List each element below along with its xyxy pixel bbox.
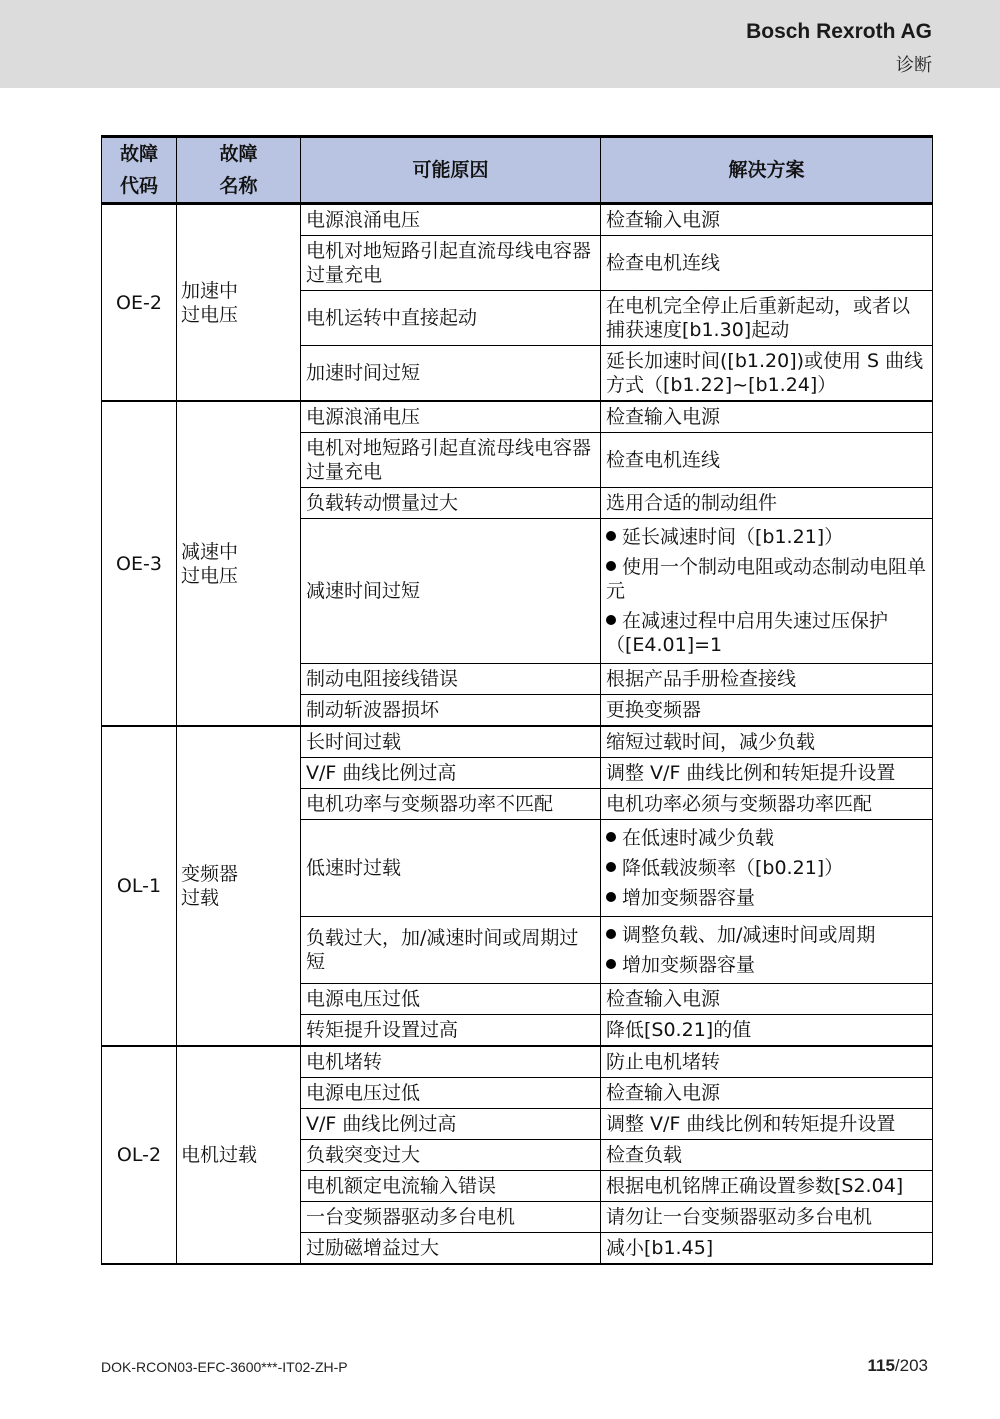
table-row	[102, 401, 933, 433]
fault-code: OE-3	[102, 401, 177, 726]
solution-item	[606, 1082, 720, 1104]
header-name: 故障 名称	[177, 137, 301, 204]
solution-item	[606, 522, 927, 552]
solution	[601, 1046, 933, 1078]
solution	[601, 488, 933, 519]
solution-item	[606, 606, 927, 660]
possible-cause: 制动电阻接线错误	[301, 664, 601, 695]
table-row	[102, 726, 933, 758]
solution	[601, 1140, 933, 1171]
solution-text: 检查电机连线	[606, 449, 721, 471]
possible-cause: 电机功率与变频器功率不匹配	[301, 789, 601, 820]
possible-cause: 制动斩波器损坏	[301, 695, 601, 727]
solution-text: 请勿让一台变频器驱动多台电机	[606, 1206, 873, 1228]
solution	[601, 291, 933, 346]
fault-code: OE-2	[102, 204, 177, 402]
possible-cause: 一台变频器驱动多台电机	[301, 1202, 601, 1233]
solution-text: 根据电机铭牌正确设置参数[S2.04]	[606, 1175, 904, 1197]
solution	[601, 1171, 933, 1202]
header-solution: 解决方案	[601, 137, 933, 204]
solution	[601, 726, 933, 758]
solution-text: 选用合适的制动组件	[606, 492, 778, 514]
solution-text: 使用一个制动电阻或动态制动电阻单元	[606, 556, 927, 602]
possible-cause: 电机额定电流输入错误	[301, 1171, 601, 1202]
solution-item	[606, 668, 796, 690]
solution	[601, 401, 933, 433]
solution-text: 电机功率必须与变频器功率匹配	[606, 793, 873, 815]
solution-item	[606, 853, 927, 883]
fault-name: 电机过载	[177, 1046, 301, 1264]
possible-cause: 电源电压过低	[301, 1078, 601, 1109]
solution-item	[606, 406, 720, 428]
table-header-row	[102, 137, 933, 204]
solution	[601, 1078, 933, 1109]
solution-text: 降低载波频率（[b0.21]）	[622, 857, 844, 879]
fault-code: OL-1	[102, 726, 177, 1046]
solution-text: 检查输入电源	[606, 406, 721, 428]
solution-item	[606, 449, 720, 471]
possible-cause: 电源浪涌电压	[301, 204, 601, 236]
solution	[601, 984, 933, 1015]
fault-code: OL-2	[102, 1046, 177, 1264]
solution-item	[606, 295, 910, 341]
solution	[601, 346, 933, 402]
solution-item	[606, 252, 720, 274]
possible-cause: 电机堵转	[301, 1046, 601, 1078]
solution-item	[606, 731, 815, 753]
solution-text: 根据产品手册检查接线	[606, 668, 797, 690]
solution-text: 检查输入电源	[606, 988, 721, 1010]
possible-cause: 负载转动惯量过大	[301, 488, 601, 519]
solution-item	[606, 950, 927, 980]
possible-cause: 电机运转中直接起动	[301, 291, 601, 346]
fault-table-body	[102, 204, 933, 1265]
fault-name: 变频器 过载	[177, 726, 301, 1046]
solution-item	[606, 823, 927, 853]
solution	[601, 1015, 933, 1047]
header-code: 故障 代码	[102, 137, 177, 204]
solution-text: 检查输入电源	[606, 209, 721, 231]
solution	[601, 236, 933, 291]
solution-item	[606, 1206, 872, 1228]
bullet-icon	[606, 832, 616, 842]
fault-name: 减速中 过电压	[177, 401, 301, 726]
solution-item	[606, 1175, 903, 1197]
solution	[601, 1109, 933, 1140]
bullet-icon	[606, 561, 616, 571]
solution-text: 调整 V/F 曲线比例和转矩提升设置	[606, 1113, 896, 1135]
solution-text: 缩短过载时间，减少负载	[606, 731, 816, 753]
possible-cause: 加速时间过短	[301, 346, 601, 402]
solution	[601, 433, 933, 488]
possible-cause: 电源电压过低	[301, 984, 601, 1015]
solution-text: 延长减速时间（[b1.21]）	[622, 526, 844, 548]
bullet-icon	[606, 959, 616, 969]
solution-item	[606, 1051, 720, 1073]
solution-item	[606, 209, 720, 231]
solution	[601, 695, 933, 727]
solution-item	[606, 920, 927, 950]
solution-item	[606, 1019, 751, 1041]
footer-page-number	[867, 1356, 928, 1376]
solution-text: 在减速过程中启用失速过压保护（[E4.01]=1	[606, 610, 889, 656]
solution-item	[606, 699, 701, 721]
page-total: /203	[894, 1356, 928, 1375]
fault-name: 加速中 过电压	[177, 204, 301, 402]
page-current: 115	[867, 1356, 895, 1375]
solution-text: 调整 V/F 曲线比例和转矩提升设置	[606, 762, 896, 784]
solution-text: 防止电机堵转	[606, 1051, 721, 1073]
solution	[601, 789, 933, 820]
solution-item	[606, 1144, 682, 1166]
solution-text: 检查输入电源	[606, 1082, 721, 1104]
bullet-icon	[606, 531, 616, 541]
solution-item	[606, 988, 720, 1010]
solution-item	[606, 492, 777, 514]
possible-cause: 负载过大，加/减速时间或周期过短	[301, 917, 601, 984]
table-row	[102, 204, 933, 236]
solution-item	[606, 793, 872, 815]
solution	[601, 204, 933, 236]
section-title: 诊断	[896, 55, 932, 76]
fault-table	[101, 135, 933, 1265]
solution-text: 检查负载	[606, 1144, 683, 1166]
solution	[601, 917, 933, 984]
solution-text: 增加变频器容量	[622, 887, 756, 909]
solution-item	[606, 762, 895, 784]
solution-item	[606, 1113, 895, 1135]
solution	[601, 820, 933, 917]
table-row	[102, 1046, 933, 1078]
solution	[601, 1233, 933, 1265]
solution-text: 调整负载、加/减速时间或周期	[622, 924, 876, 946]
bullet-icon	[606, 615, 616, 625]
solution-item	[606, 1237, 713, 1259]
solution	[601, 519, 933, 664]
possible-cause: 长时间过载	[301, 726, 601, 758]
possible-cause: 电源浪涌电压	[301, 401, 601, 433]
header-cause: 可能原因	[301, 137, 601, 204]
solution-text: 检查电机连线	[606, 252, 721, 274]
possible-cause: 电机对地短路引起直流母线电容器过量充电	[301, 236, 601, 291]
possible-cause: 低速时过载	[301, 820, 601, 917]
possible-cause: 负载突变过大	[301, 1140, 601, 1171]
brand-name: Bosch Rexroth AG	[746, 20, 932, 43]
header-band	[0, 0, 1000, 88]
possible-cause: V/F 曲线比例过高	[301, 758, 601, 789]
solution	[601, 664, 933, 695]
bullet-icon	[606, 862, 616, 872]
possible-cause: V/F 曲线比例过高	[301, 1109, 601, 1140]
solution-item	[606, 552, 927, 606]
solution-text: 增加变频器容量	[622, 954, 756, 976]
solution-text: 更换变频器	[606, 699, 702, 721]
possible-cause: 减速时间过短	[301, 519, 601, 664]
solution-text: 在电机完全停止后重新起动，或者以捕获速度[b1.30]起动	[606, 295, 911, 341]
footer-doc-id: DOK-RCON03-EFC-3600***-IT02-ZH-P	[101, 1359, 348, 1375]
solution-text: 降低[S0.21]的值	[606, 1019, 752, 1041]
solution-text: 在低速时减少负载	[622, 827, 775, 849]
bullet-icon	[606, 892, 616, 902]
possible-cause: 过励磁增益过大	[301, 1233, 601, 1265]
solution-item	[606, 883, 927, 913]
solution-item	[606, 350, 923, 396]
solution-text: 减小[b1.45]	[606, 1237, 714, 1259]
possible-cause: 转矩提升设置过高	[301, 1015, 601, 1047]
solution	[601, 1202, 933, 1233]
solution	[601, 758, 933, 789]
bullet-icon	[606, 929, 616, 939]
possible-cause: 电机对地短路引起直流母线电容器过量充电	[301, 433, 601, 488]
solution-text: 延长加速时间([b1.20])或使用 S 曲线方式（[b1.22]~[b1.24]）	[606, 350, 924, 396]
